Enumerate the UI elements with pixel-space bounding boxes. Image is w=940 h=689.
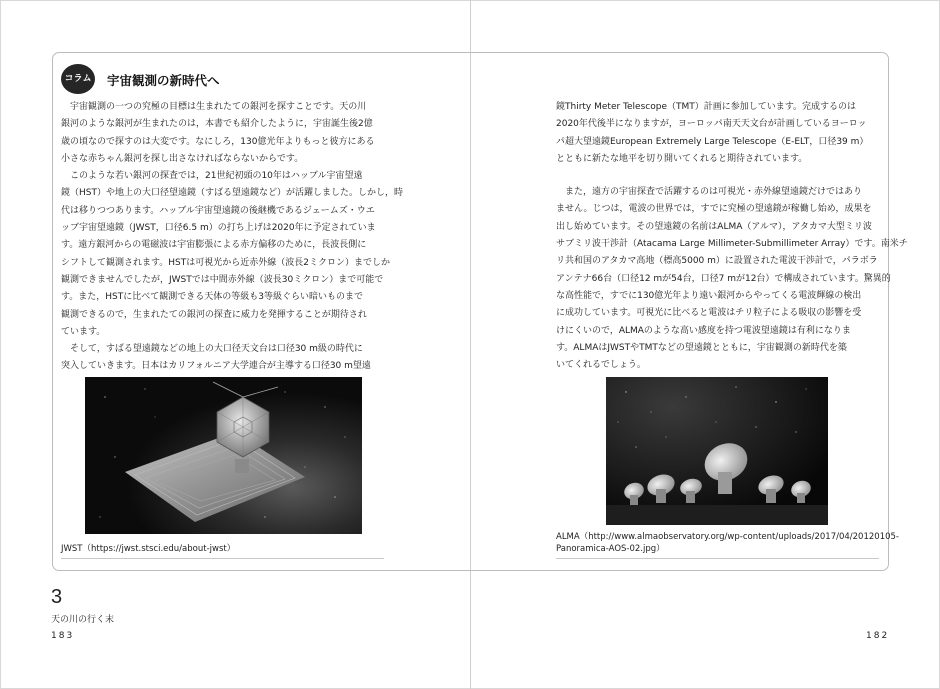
text-line: アンテナ66台（口径12 mが54台，口径7 mが12台）で構成されています。驚異的 bbox=[556, 273, 891, 284]
text-line: す。遠方銀河からの電磁波は宇宙膨張による赤方偏移のために，長波長側に bbox=[61, 240, 367, 251]
text-line: に成功しています。可視光に比べると電波はチリ粒子による吸収の影響を受 bbox=[556, 308, 862, 319]
text-line: 鏡Thirty Meter Telescope（TMT）計画に参加しています。完成するのは bbox=[556, 102, 857, 112]
text-line: ています。 bbox=[61, 326, 106, 337]
text-line: とともに新たな地平を切り開いてくれると期待されています。 bbox=[556, 153, 808, 164]
text-line: 鏡（HST）や地上の大口径望遠鏡（すばる望遠鏡など）が活躍しました。しかし，時 bbox=[61, 188, 403, 199]
text-line: また，遠方の宇宙探査で活躍するのは可視光・赤外線望遠鏡だけではあり bbox=[556, 187, 863, 198]
left-body-text bbox=[61, 99, 403, 376]
text-line: 出し始めています。その望遠鏡の名前はALMA（アルマ），アタカマ大型ミリ波 bbox=[556, 221, 872, 232]
text-line: ません。じつは，電波の世界では，すでに究極の望遠鏡が稼働し始め，成果を bbox=[556, 204, 872, 215]
text-line: サブミリ波干渉計（Atacama Large Millimeter-Submillimeter Array）です。南米チ bbox=[556, 239, 908, 250]
caption-rule-right bbox=[556, 558, 879, 559]
text-line: いてくれるでしょう。 bbox=[556, 360, 646, 371]
text-line: 銀河のような銀河が生まれたのは，本書でも紹介したように，宇宙誕生後2億 bbox=[61, 119, 373, 130]
alma-caption-line: ALMA（http://www.almaobservatory.org/wp-content/uploads/2017/04/20120105- bbox=[556, 532, 899, 542]
text-line: な高性能で，すでに130億光年より遠い銀河からやってくる電波輝線の検出 bbox=[556, 290, 862, 301]
jwst-illustration bbox=[85, 377, 362, 534]
column-badge: コラム bbox=[61, 64, 95, 94]
text-line: 観測できるので，生まれたての銀河の探査に威力を発揮することが期待され bbox=[61, 309, 367, 320]
text-line: 突入していきます。日本はカリフォルニア大学連合が主導する口径30 m望遠 bbox=[61, 361, 371, 372]
text-line: このような若い銀河の探査では，21世紀初頭の10年はハッブル宇宙望遠 bbox=[61, 171, 363, 182]
chapter-number: 3 bbox=[51, 586, 63, 608]
page-number-right: 182 bbox=[866, 631, 890, 641]
text-line: シフトして観測されます。HSTは可視光から近赤外線（波長2ミクロン）までしか bbox=[61, 257, 390, 268]
text-line: す。また，HSTに比べて観測できる天体の等級も3等級ぐらい暗いものまで bbox=[61, 292, 363, 303]
text-line: 歳の頃なので探すのは大変です。なにしろ，130億光年よりもっと彼方にある bbox=[61, 136, 375, 147]
text-line: リ共和国のアタカマ高地（標高5000 m）に設置された電波干渉計で，パラボラ bbox=[556, 256, 878, 267]
page-number-left: 183 bbox=[51, 631, 75, 641]
jwst-caption: JWST（https://jwst.stsci.edu/about-jwst） bbox=[61, 544, 236, 554]
text-line: けにくいので，ALMAのような高い感度を持つ電波望遠鏡は有利になりま bbox=[556, 325, 851, 336]
text-line: そして，すばる望遠鏡などの地上の大口径天文台は口径30 m級の時代に bbox=[61, 344, 363, 355]
chapter-title: 天の川の行く末 bbox=[51, 615, 115, 625]
alma-caption bbox=[556, 531, 899, 555]
column-title: 宇宙観測の新時代へ bbox=[107, 73, 220, 88]
jwst-photo bbox=[85, 377, 362, 534]
text-line: ッブ宇宙望遠鏡（JWST，口径6.5 m）の打ち上げは2020年に予定されていま bbox=[61, 223, 376, 234]
right-body-text bbox=[556, 99, 908, 374]
alma-illustration bbox=[606, 377, 828, 525]
alma-caption-line: Panoramica-AOS-02.jpg） bbox=[556, 544, 665, 554]
text-line: 観測できませんでしたが，JWSTでは中間赤外線（波長30ミクロン）まで可能で bbox=[61, 274, 384, 285]
text-line: 小さな赤ちゃん銀河を探し出さなければならないからです。 bbox=[61, 153, 304, 164]
alma-photo bbox=[606, 377, 828, 525]
text-line: 宇宙観測の一つの究極の目標は生まれたての銀河を探すことです。天の川 bbox=[61, 102, 367, 112]
text-line: 2020年代後半になりますが，ヨーロッパ南天天文台が計画しているヨーロッ bbox=[556, 119, 867, 130]
text-line: パ超大望遠鏡European Extremely Large Telescope（E-ELT，口径39 m） bbox=[556, 136, 869, 147]
text-line: す。ALMAはJWSTやTMTなどの望遠鏡とともに，宇宙観測の新時代を築 bbox=[556, 342, 847, 353]
text-line: 代は移りつつあります。ハッブル宇宙望遠鏡の後継機であるジェームズ・ウエ bbox=[61, 205, 375, 216]
caption-rule-left bbox=[61, 558, 384, 559]
